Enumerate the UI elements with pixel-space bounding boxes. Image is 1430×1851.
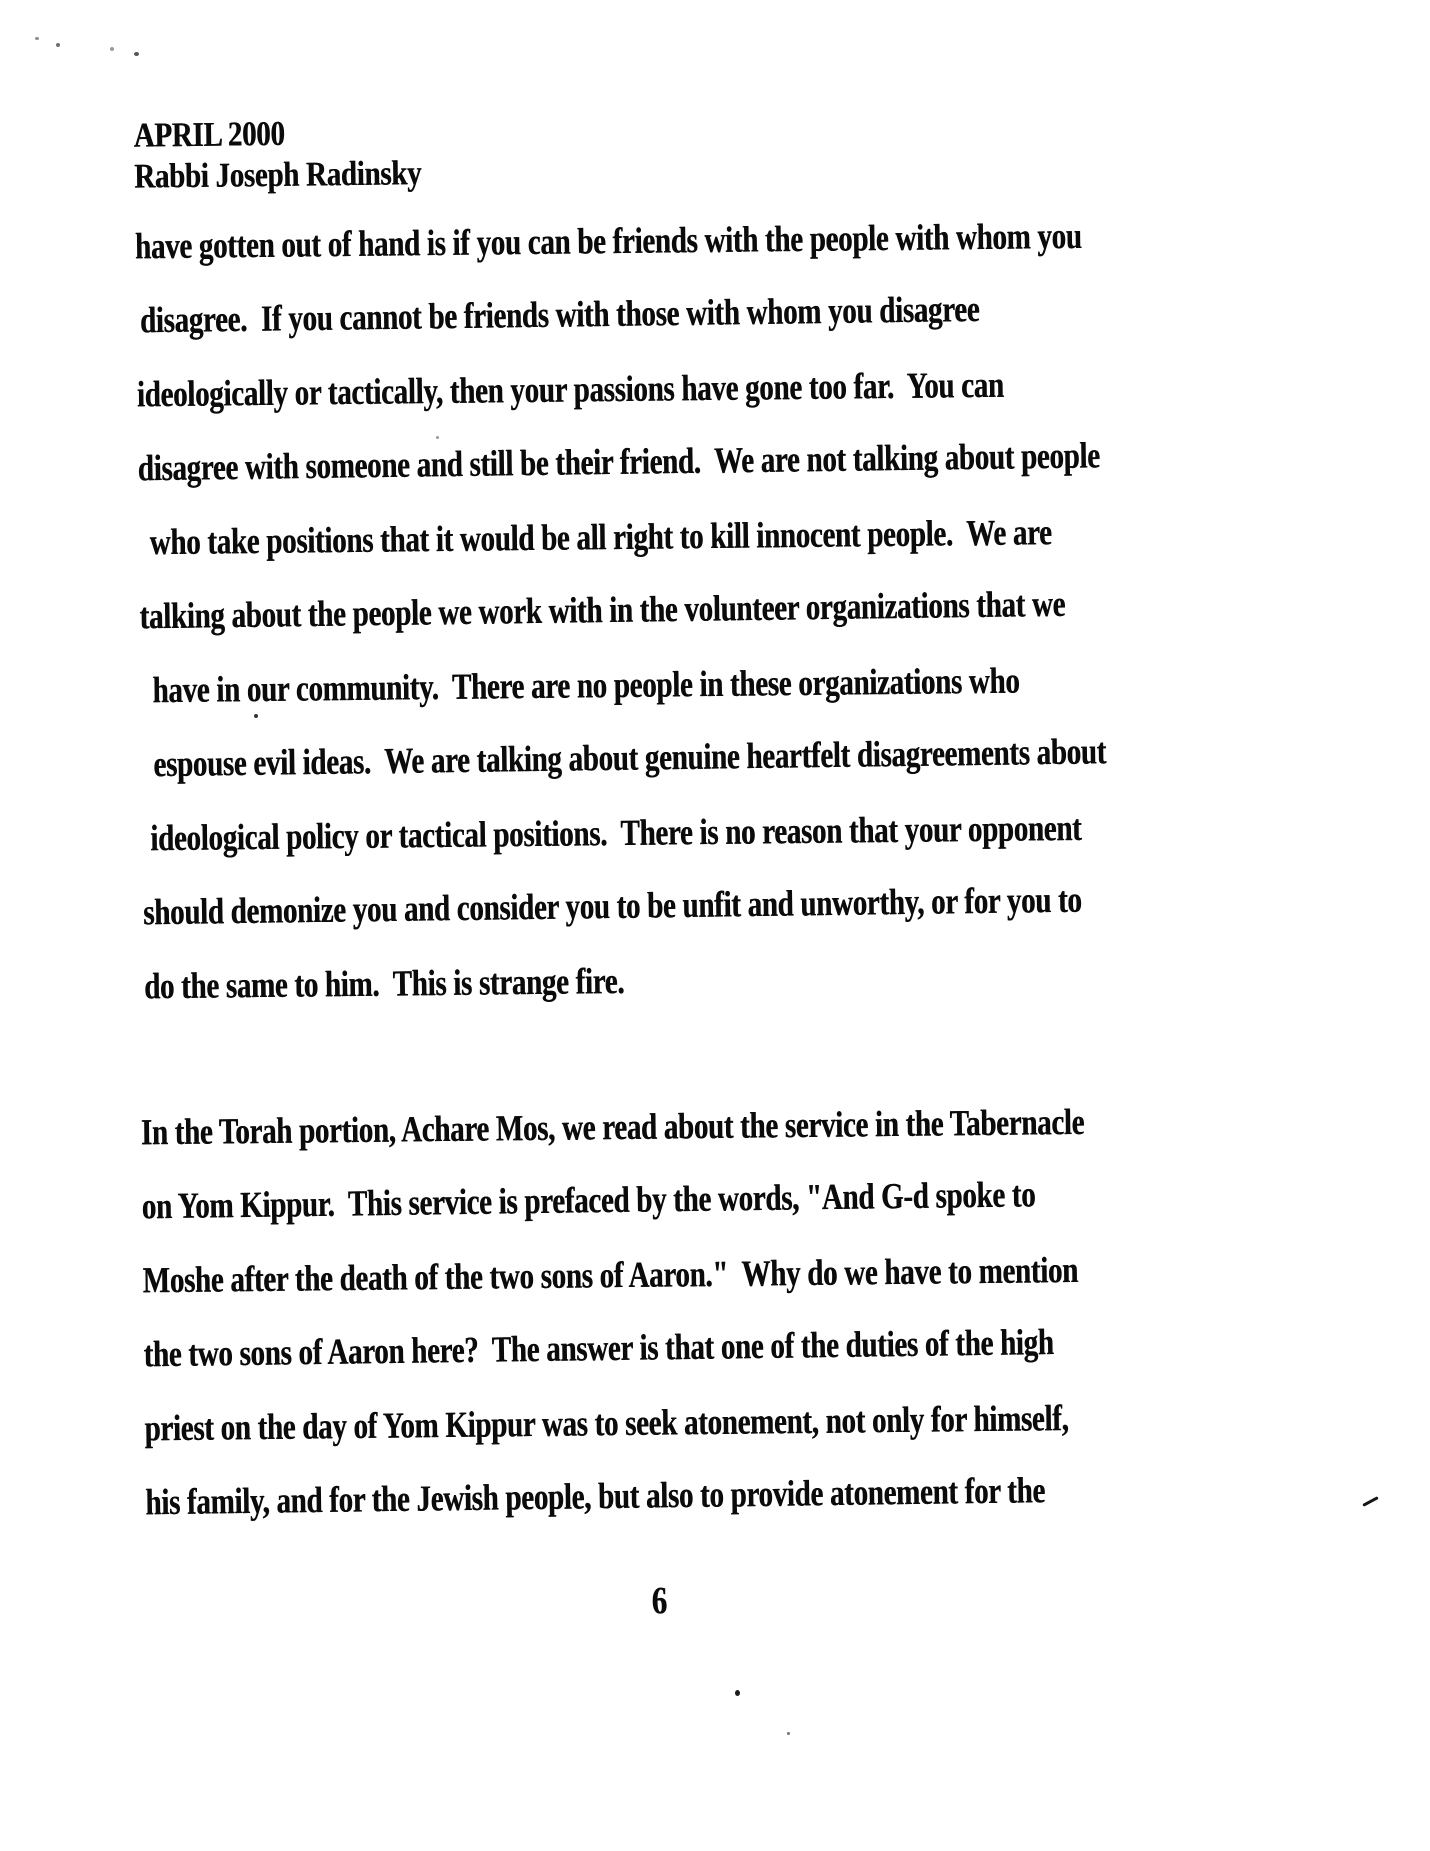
text-line: disagree with someone and still be their friend. We are not talking about people [137, 435, 1100, 490]
document-header [133, 112, 421, 198]
text-layer [132, 0, 1355, 1851]
text-line: do the same to him. This is strange fire. [143, 961, 625, 1008]
text-line: espouse evil ideas. We are talking about genuine heartfelt disagreements about [153, 731, 1107, 786]
scan-speck [56, 43, 60, 47]
page-number: 6 [651, 1578, 668, 1623]
text-line: ideologically or tactically, then your passions have gone too far. You can [136, 365, 1004, 416]
body-paragraph-1 [135, 198, 1110, 1024]
author-line: Rabbi Joseph Radinsky [133, 154, 422, 197]
text-line: priest on the day of Yom Kippur was to seek atonement, not only for himself, [144, 1398, 1069, 1450]
scan-speck [110, 47, 114, 51]
scan-speck [35, 37, 39, 40]
text-line: should demonize you and consider you to be unfit and unworthy, or for you to [142, 879, 1082, 934]
text-line: ideological policy or tactical positions. There is no reason that your opponent [150, 808, 1082, 860]
text-line: have gotten out of hand is if you can be friends with the people with whom you [134, 216, 1082, 268]
body-paragraph-2 [140, 1084, 1089, 1539]
text-line: who take positions that it would be all right to kill innocent people. We are [149, 512, 1052, 564]
text-line: have in our community. There are no people in these organizations who [152, 660, 1020, 712]
text-line: disagree. If you cannot be friends with those with whom you disagree [139, 289, 980, 342]
text-line: the two sons of Aaron here? The answer is that one of the duties of the high [143, 1322, 1054, 1376]
document-date: APRIL 2000 [133, 114, 285, 156]
text-line: on Yom Kippur. This service is prefaced by the words, "And G-d spoke to [141, 1174, 1036, 1228]
text-line: talking about the people we work with in the volunteer organizations that we [139, 584, 1066, 638]
text-line: In the Torah portion, Achare Mos, we read about the service in the Tabernacle [140, 1102, 1085, 1154]
text-line: his family, and for the Jewish people, but also to provide atonement for the [145, 1470, 1046, 1524]
scan-mark-dash [1362, 1496, 1378, 1507]
text-line: Moshe after the death of the two sons of Aaron." Why do we have to mention [142, 1250, 1079, 1302]
